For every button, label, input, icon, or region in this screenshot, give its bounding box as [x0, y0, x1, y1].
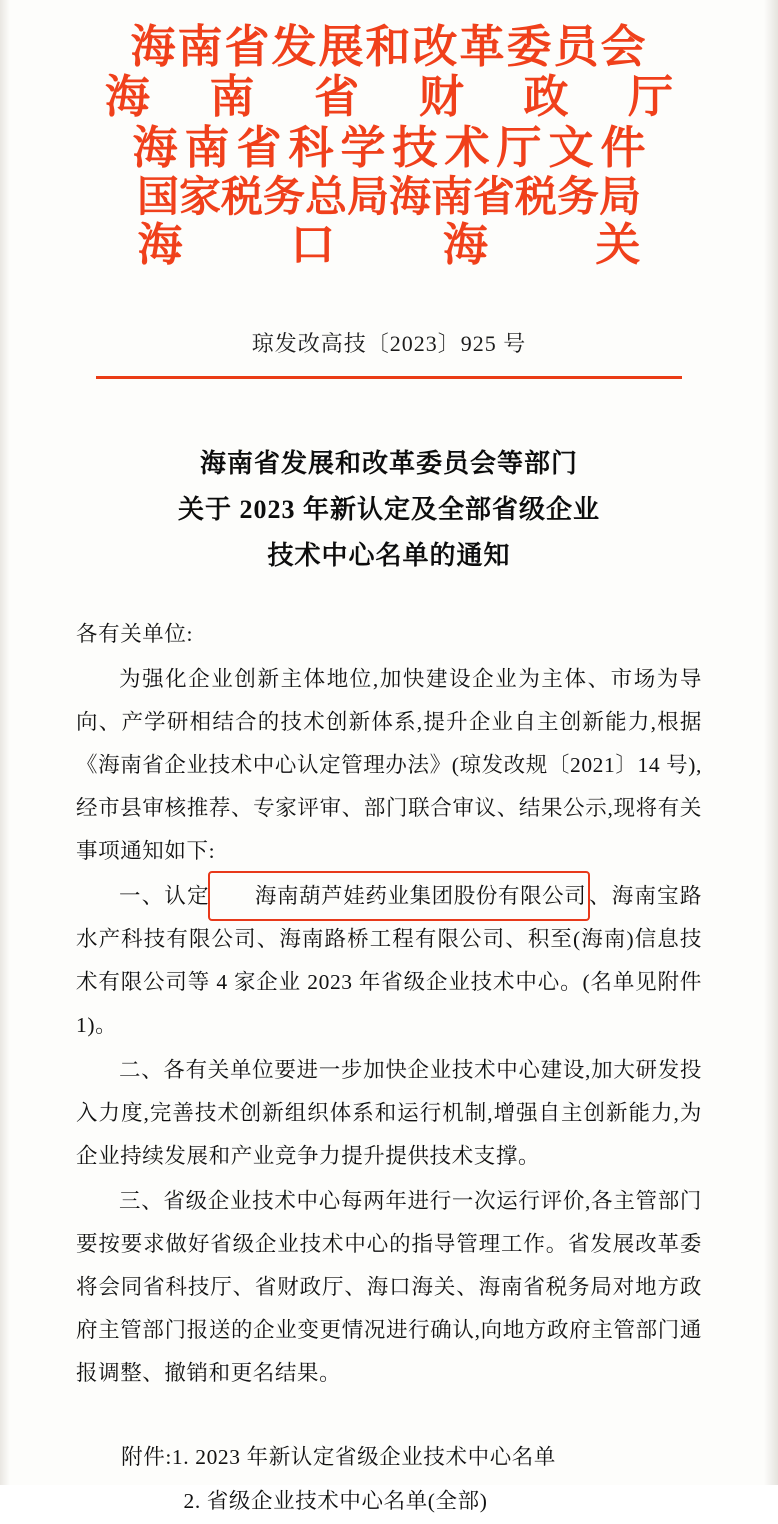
masthead-line-1: 海南省发展和改革委员会: [130, 20, 648, 73]
item-one-suffix: 、海南宝路水产科技有限公司、海南路桥工程有限公司、积至(海南)信息技术有限公司等 4 家企业 2023 年省级企业技术中心。(名单见附件 1)。: [76, 884, 702, 1038]
attachments: [76, 1435, 702, 1523]
title-line-2: 关于 2023 年新认定及全部省级企业: [177, 494, 600, 524]
highlighted-company: [210, 875, 589, 918]
attachment-item-1: 1. 2023 年新认定省级企业技术中心名单: [171, 1445, 556, 1470]
masthead: [0, 0, 778, 271]
attachment-line-1: [76, 1435, 702, 1479]
paragraph-item-two: 二、各有关单位要进一步加快企业技术中心建设,加大研发投入力度,完善技术创新组织体系和运行机制,增强自主创新能力,为企业持续发展和产业竞争力提升提供技术支撑。: [76, 1058, 702, 1169]
attachment-item-2: 2. 省级企业技术中心名单(全部): [183, 1489, 488, 1514]
paragraph-item-one: [76, 875, 702, 1047]
masthead-line-2: 海 南 省 财 政 厅: [104, 70, 696, 124]
paragraph-item-three: 三、省级企业技术中心每两年进行一次运行评价,各主管部门要按要求做好省级企业技术中心的指导管理工作。省发展改革委将会同省科技厅、省财政厅、海口海关、海南省税务局对地方政府主管部门报送的企业变更情况进行确认,向地方政府主管部门通报调整、撤销和更名结果。: [76, 1189, 702, 1386]
attachment-line-2: [76, 1479, 702, 1523]
masthead-line-3: 海南省科学技术厅文件: [132, 120, 653, 174]
salutation: 各有关单位:: [76, 622, 194, 647]
masthead-line-5: 海 口 海 关: [137, 218, 687, 272]
highlighted-company-text: 海南葫芦娃药业集团股份有限公司: [254, 884, 587, 909]
red-divider-rule: [96, 376, 682, 379]
attachments-label: 附件:: [121, 1445, 172, 1470]
paragraph-intro: 为强化企业创新主体地位,加快建设企业为主体、市场为导向、产学研相结合的技术创新体系,提升企业自主创新能力,根据《海南省企业技术中心认定管理办法》(琼发改规〔2021〕14 号),经市县审核推荐、专家评审、部门联合审议、结果公示,现将有关事项通知如下:: [76, 667, 702, 864]
document-title: [0, 441, 778, 580]
document-number: 琼发改高技〔2023〕925 号: [251, 330, 527, 356]
item-one-prefix: 一、认定: [119, 884, 210, 909]
title-line-3: 技术中心名单的通知: [267, 541, 511, 571]
masthead-line-4: 国家税务总局海南省税务局: [136, 172, 641, 222]
document-body: [76, 613, 702, 1395]
title-line-1: 海南省发展和改革委员会等部门: [199, 448, 578, 478]
